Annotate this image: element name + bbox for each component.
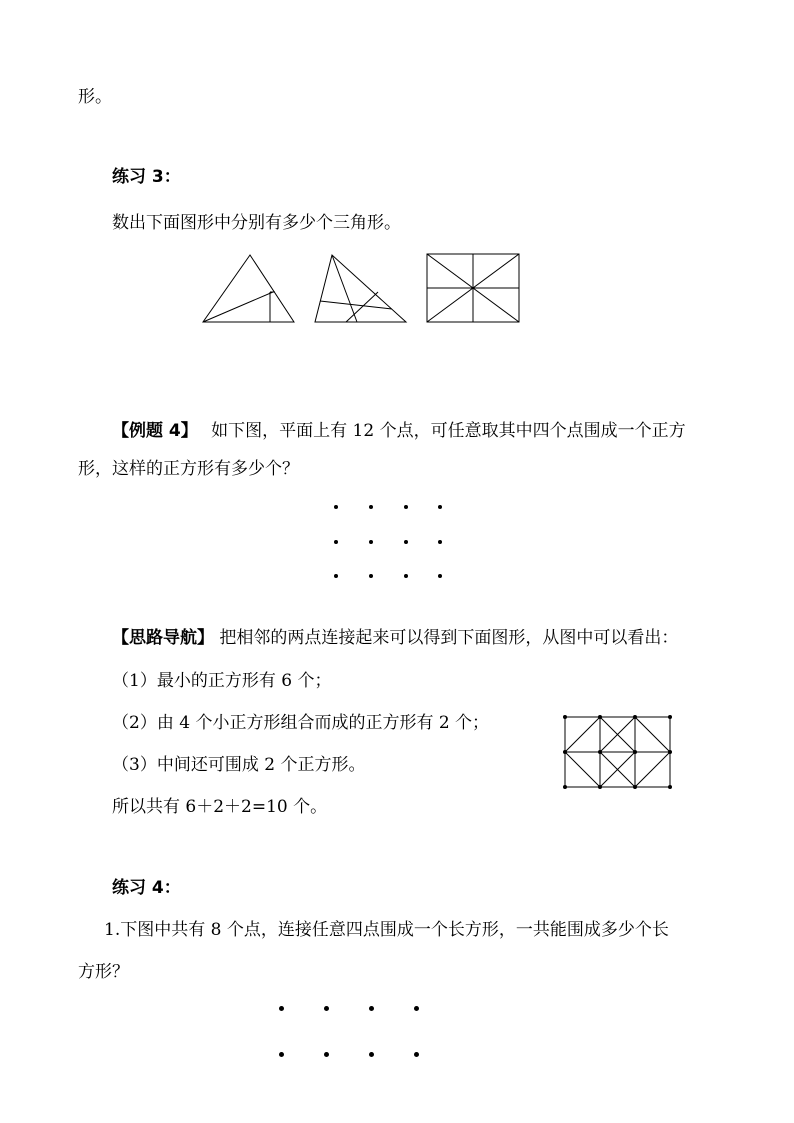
solution-step2: （2）由 4 个小正方形组合而成的正方形有 2 个； (112, 713, 490, 733)
solution-intro-row (112, 627, 678, 649)
triangle-figure-1 (200, 252, 298, 326)
grid-dot (414, 1006, 419, 1011)
exercise3-heading: 练习 3： (112, 167, 181, 187)
grid-dot (404, 540, 408, 544)
grid-dot (369, 574, 373, 578)
solution-intro: 把相邻的两点连接起来可以得到下面图形，从图中可以看出： (219, 628, 679, 648)
rectangle-figure (425, 252, 521, 326)
solution-conclusion: 所以共有 6＋2＋2=10 个。 (112, 797, 328, 817)
grid-dot (369, 505, 373, 509)
continuation-text: 形。 (78, 87, 112, 107)
example4-line1-row (112, 420, 686, 442)
grid-dot (404, 505, 408, 509)
grid-dot (438, 574, 442, 578)
grid-dot (369, 540, 373, 544)
grid-dot (334, 505, 338, 509)
grid-dot (324, 1052, 329, 1057)
grid-dot (324, 1006, 329, 1011)
grid-dot (369, 1052, 374, 1057)
exercise3-question: 数出下面图形中分别有多少个三角形。 (112, 213, 401, 233)
grid-dot (414, 1052, 419, 1057)
example4-line1: 如下图，平面上有 12 个点，可任意取其中四个点围成一个正方 (211, 421, 686, 441)
triangle-figure-2 (312, 252, 410, 326)
solution-step1: （1）最小的正方形有 6 个； (112, 671, 332, 691)
grid-dot (438, 540, 442, 544)
exercise4-q1-line2: 方形？ (78, 962, 129, 982)
grid-dot (334, 540, 338, 544)
grid-dot (369, 1006, 374, 1011)
example4-line2: 形，这样的正方形有多少个？ (78, 459, 299, 479)
grid-dot (334, 574, 338, 578)
solution-tag: 【思路导航】 (112, 628, 214, 648)
example4-tag: 【例题 4】 (112, 421, 198, 441)
grid-dot (404, 574, 408, 578)
grid-dot (279, 1052, 284, 1057)
connected-grid-figure (562, 714, 674, 790)
solution-step3: （3）中间还可围成 2 个正方形。 (112, 755, 366, 775)
grid-dot (279, 1006, 284, 1011)
grid-dot (438, 505, 442, 509)
exercise4-heading: 练习 4： (112, 878, 181, 898)
exercise4-q1-line1: 1.下图中共有 8 个点，连接任意四点围成一个长方形，一共能围成多少个长 (104, 920, 669, 940)
